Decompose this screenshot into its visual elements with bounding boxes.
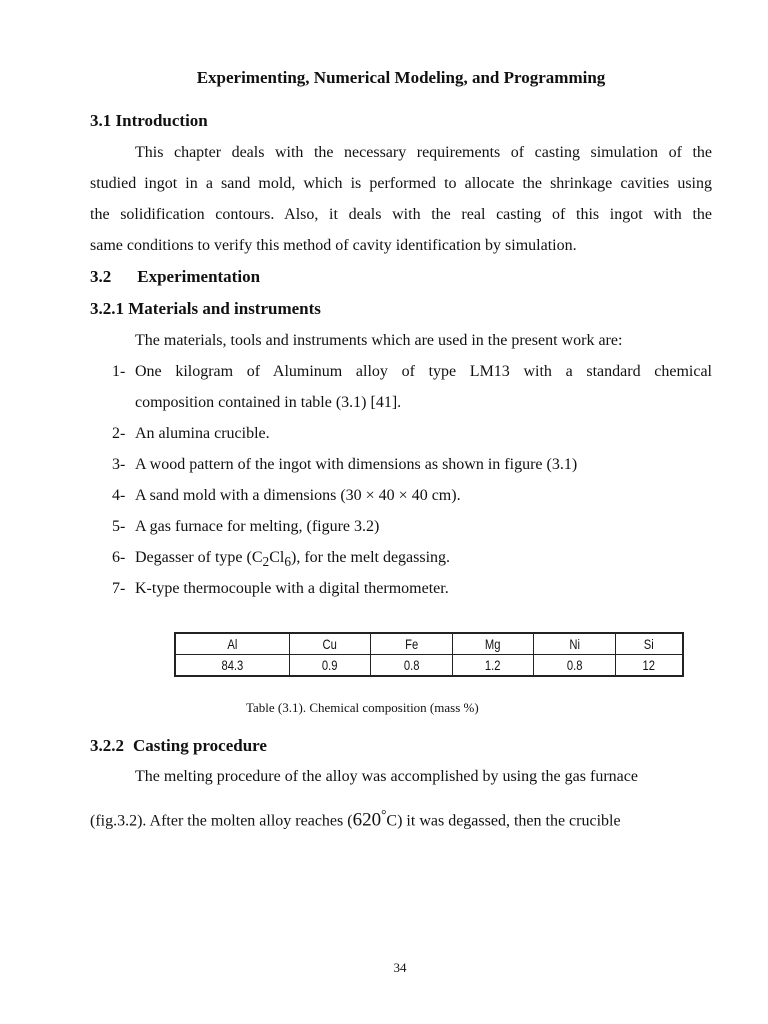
materials-intro: The materials, tools and instruments which are used in the present work are:: [135, 332, 623, 349]
text-part: (fig.3.2). After the molten alloy reaches (: [90, 812, 353, 830]
intro-line: same conditions to verify this method of cavity identification by simulation.: [90, 237, 577, 254]
list-text: K-type thermocouple with a digital thermometer.: [135, 580, 449, 597]
page-number: 34: [393, 960, 407, 975]
subscript: 2: [262, 554, 270, 570]
table-cell: 84.3: [186, 655, 277, 677]
list-text: composition contained in table (3.1) [41].: [135, 394, 402, 411]
table-cell: 0.8: [379, 655, 444, 677]
intro-line: This chapter deals with the necessary requirements of casting simulation of the: [135, 144, 712, 161]
intro-paragraph: [90, 137, 712, 261]
text-part: Cl: [269, 549, 285, 566]
list-text: A gas furnace for melting, (figure 3.2): [135, 518, 380, 535]
section-number: 3.2.2: [90, 736, 124, 755]
table-row: [175, 655, 683, 677]
list-number: 5-: [112, 518, 126, 535]
list-number: 6-: [112, 549, 126, 566]
table-cell: 12: [622, 655, 676, 677]
section-3-2-1-heading: 3.2.1 Materials and instruments: [90, 299, 321, 318]
table-header-cell: Ni: [542, 633, 607, 655]
list-text: [135, 542, 450, 577]
list-number: 1-: [112, 363, 126, 380]
degree-symbol: °: [381, 807, 387, 822]
casting-line: The melting procedure of the alloy was accomplished by using the gas furnace: [135, 768, 638, 785]
intro-line: the solidification contours. Also, it deals with the real casting of this ingot with the: [90, 206, 712, 223]
table-caption: Table (3.1). Chemical composition (mass %): [246, 700, 479, 715]
table-header-cell: Fe: [379, 633, 444, 655]
table-header-cell: Mg: [460, 633, 525, 655]
text-part: C) it was degassed, then the crucible: [386, 812, 621, 830]
chapter-title: Experimenting, Numerical Modeling, and Programming: [196, 68, 606, 87]
list-number: 7-: [112, 580, 126, 597]
list-number: 3-: [112, 456, 126, 473]
table-cell: 0.9: [298, 655, 363, 677]
intro-line: studied ingot in a sand mold, which is performed to allocate the shrinkage cavities using: [90, 175, 712, 192]
table-header-cell: Al: [186, 633, 277, 655]
table-header-cell: Si: [622, 633, 676, 655]
section-3-2-heading: [90, 267, 260, 287]
list-text: One kilogram of Aluminum alloy of type LM13 with a standard chemical: [135, 363, 712, 380]
table-cell: 1.2: [460, 655, 525, 677]
table-cell: 0.8: [542, 655, 607, 677]
list-text: A wood pattern of the ingot with dimensions as shown in figure (3.1): [135, 456, 578, 473]
list-text: A sand mold with a dimensions (30 × 40 × 40 cm).: [135, 487, 461, 504]
section-title: Experimentation: [137, 267, 261, 286]
section-number: 3.2: [90, 267, 112, 286]
subscript: 6: [284, 554, 291, 570]
section-title: Casting procedure: [133, 736, 267, 755]
text-part: ), for the melt degassing.: [290, 549, 451, 566]
temperature-value: 620: [352, 809, 382, 831]
section-3-2-2-heading: [90, 736, 267, 756]
composition-table: [174, 632, 684, 677]
table-header-cell: Cu: [298, 633, 363, 655]
section-3-1-heading: 3.1 Introduction: [90, 111, 208, 130]
list-text: An alumina crucible.: [135, 425, 270, 442]
list-number: 2-: [112, 425, 126, 442]
casting-line: [90, 799, 621, 836]
list-number: 4-: [112, 487, 126, 504]
table-header-row: [175, 633, 683, 655]
text-part: Degasser of type (C: [135, 549, 263, 566]
